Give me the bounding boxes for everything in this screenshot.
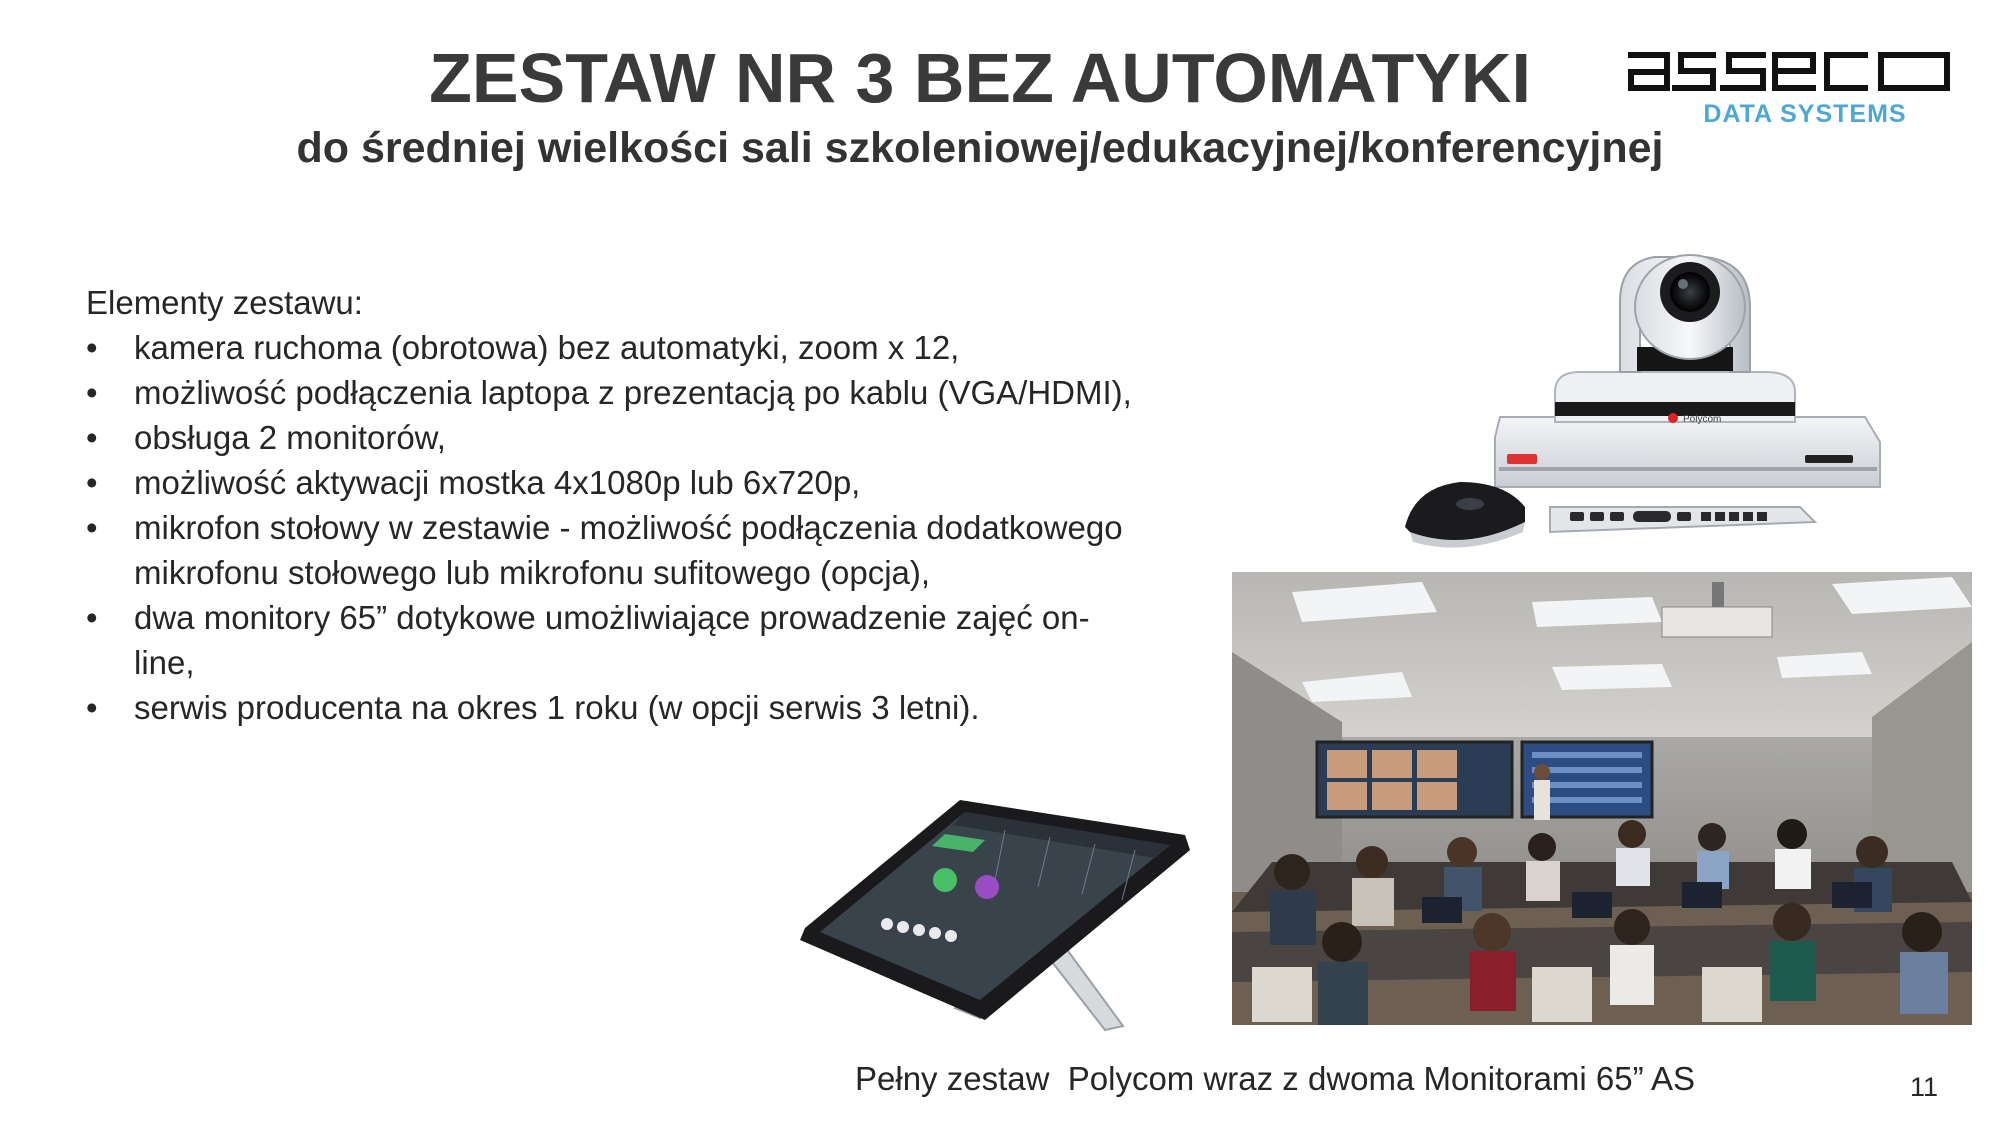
feature-list-item (86, 595, 1216, 685)
feature-list-item (86, 505, 1216, 595)
feature-line: możliwość aktywacji mostka 4x1080p lub 6x720p, (134, 464, 861, 501)
feature-list-item (86, 460, 1216, 505)
bullet-icon: • (86, 374, 98, 411)
bullet-icon: • (86, 689, 98, 726)
classroom-videoconference-photo (1232, 572, 1972, 1025)
bullet-icon: • (86, 509, 98, 546)
feature-line: mikrofonu stołowego lub mikrofonu sufitowego (opcja), (134, 554, 931, 591)
feature-line: obsługa 2 monitorów, (134, 419, 446, 456)
asseco-wordmark-icon (1625, 40, 1955, 100)
caption: Pełny zestaw Polycom wraz z dwoma Monitorami 65” AS (855, 1060, 1695, 1097)
bullet-icon: • (86, 419, 98, 456)
slide-subtitle: do średniej wielkości sali szkoleniowej/edukacyjnej/konferencyjnej (296, 124, 1664, 172)
elements-heading: Elementy zestawu: (86, 284, 363, 321)
slide-title: ZESTAW NR 3 BEZ AUTOMATYKI (429, 39, 1531, 117)
feature-line: kamera ruchoma (obrotowa) bez automatyki, zoom x 12, (134, 329, 960, 366)
asseco-logo (1625, 40, 1955, 130)
feature-line: dwa monitory 65” dotykowe umożliwiające prowadzenie zajęć on- (134, 599, 1090, 636)
feature-list-item (86, 685, 1216, 730)
feature-line: line, (134, 644, 195, 681)
feature-list (86, 325, 1216, 730)
logo-subtitle: DATA SYSTEMS (1703, 100, 1907, 128)
feature-list-item (86, 370, 1216, 415)
elements-section (86, 280, 1216, 730)
polycom-brand-label: Polycom (1683, 414, 1722, 425)
feature-list-item (86, 325, 1216, 370)
bullet-icon: • (86, 599, 98, 636)
polycom-camera-codec-image (1405, 232, 1965, 562)
feature-line: serwis producenta na okres 1 roku (w opcji serwis 3 letni). (134, 689, 980, 726)
bullet-icon: • (86, 464, 98, 501)
feature-line: możliwość podłączenia laptopa z prezentacją po kablu (VGA/HDMI), (134, 374, 1132, 411)
feature-list-item (86, 415, 1216, 460)
touch-controller-tablet-image (795, 790, 1195, 1035)
bullet-icon: • (86, 329, 98, 366)
page-number: 11 (1910, 1072, 1939, 1102)
feature-line: mikrofon stołowy w zestawie - możliwość podłączenia dodatkowego (134, 509, 1123, 546)
